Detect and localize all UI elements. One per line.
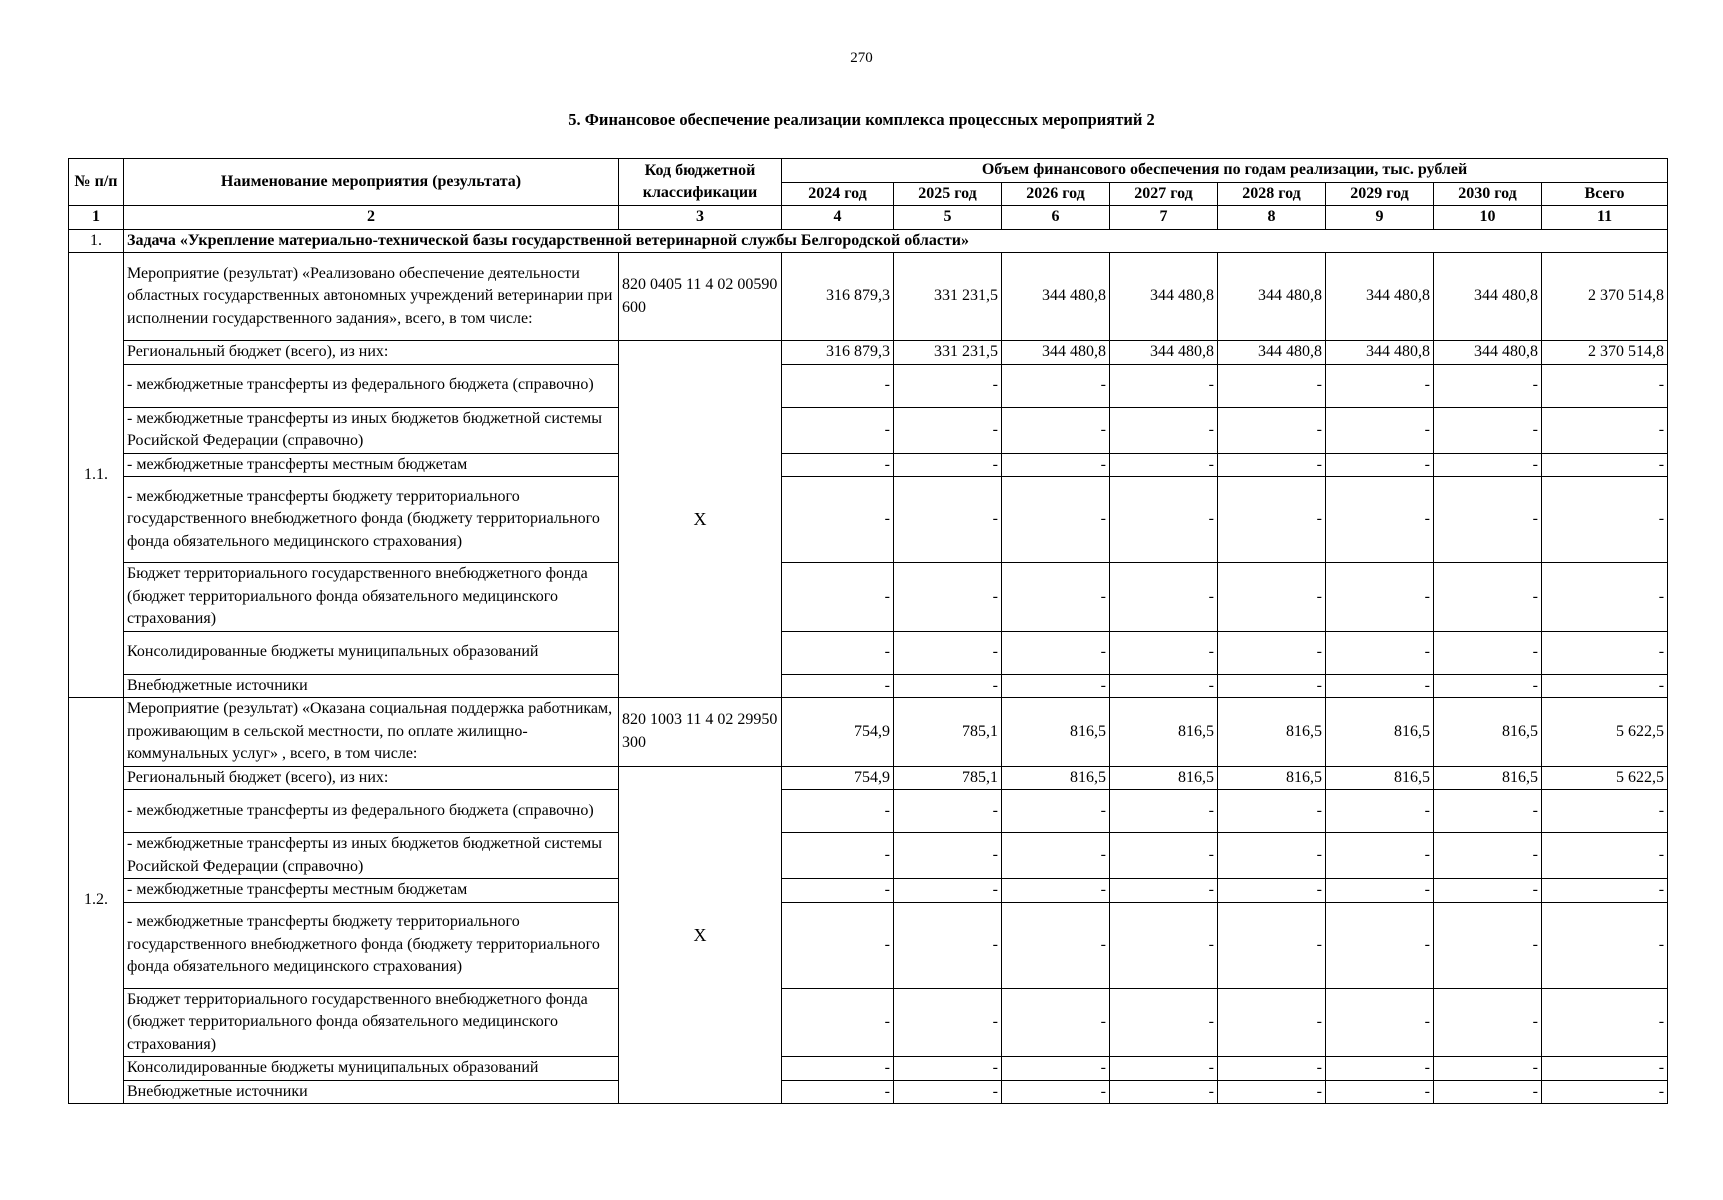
amount-cell: - — [1434, 902, 1542, 988]
amount-cell: - — [1002, 833, 1110, 879]
amount-cell: - — [1002, 1080, 1110, 1104]
amount-cell: - — [1434, 833, 1542, 879]
amount-cell: - — [1542, 879, 1668, 903]
page-number: 270 — [850, 50, 873, 66]
amount-cell: - — [1434, 988, 1542, 1057]
funding-source-row — [69, 833, 1668, 879]
amount-cell: - — [1542, 407, 1668, 453]
amount-cell: - — [894, 674, 1002, 698]
measure-number: 1.1. — [69, 253, 124, 698]
amount-cell: - — [1326, 453, 1434, 477]
amount-cell: 816,5 — [1218, 766, 1326, 790]
amount-cell: - — [1218, 1080, 1326, 1104]
funding-source-row — [69, 631, 1668, 674]
funding-source-row — [69, 453, 1668, 477]
amount-cell: - — [1326, 790, 1434, 833]
amount-cell: - — [1218, 631, 1326, 674]
amount-cell: - — [894, 1080, 1002, 1104]
budget-code: 820 1003 11 4 02 29950 300 — [619, 698, 782, 767]
header-name: Наименование мероприятия (результата) — [124, 159, 619, 206]
amount-cell: 344 480,8 — [1110, 341, 1218, 365]
amount-cell: - — [894, 631, 1002, 674]
amount-cell: - — [782, 879, 894, 903]
amount-cell: - — [1218, 364, 1326, 407]
amount-cell: 816,5 — [1002, 698, 1110, 767]
amount-cell: - — [894, 563, 1002, 632]
amount-cell: - — [782, 833, 894, 879]
amount-cell: - — [1218, 790, 1326, 833]
header-year: Всего — [1542, 182, 1668, 206]
amount-cell: - — [1002, 631, 1110, 674]
amount-cell: - — [782, 790, 894, 833]
amount-cell: - — [894, 453, 1002, 477]
header-column-number: 6 — [1002, 206, 1110, 230]
amount-cell: - — [1002, 563, 1110, 632]
amount-cell: - — [782, 407, 894, 453]
amount-cell: - — [1434, 1057, 1542, 1081]
amount-cell: - — [1542, 563, 1668, 632]
amount-cell: - — [782, 563, 894, 632]
amount-cell: 2 370 514,8 — [1542, 341, 1668, 365]
amount-cell: - — [1218, 879, 1326, 903]
amount-cell: - — [894, 879, 1002, 903]
funding-source-label: Региональный бюджет (всего), из них: — [124, 341, 619, 365]
amount-cell: - — [1326, 988, 1434, 1057]
amount-cell: - — [1326, 833, 1434, 879]
amount-cell: - — [1434, 477, 1542, 563]
amount-cell: 331 231,5 — [894, 341, 1002, 365]
header-volume: Объем финансового обеспечения по годам реализации, тыс. рублей — [782, 159, 1668, 183]
amount-cell: - — [1542, 833, 1668, 879]
amount-cell: - — [1326, 1080, 1434, 1104]
funding-source-label: - межбюджетные трансферты местным бюджетам — [124, 453, 619, 477]
amount-cell: - — [894, 833, 1002, 879]
amount-cell: - — [1218, 988, 1326, 1057]
funding-source-row — [69, 1080, 1668, 1104]
amount-cell: 2 370 514,8 — [1542, 253, 1668, 341]
amount-cell: - — [1542, 674, 1668, 698]
amount-cell: - — [782, 364, 894, 407]
header-column-number: 7 — [1110, 206, 1218, 230]
header-year: 2027 год — [1110, 182, 1218, 206]
amount-cell: - — [1110, 407, 1218, 453]
header-column-number: 8 — [1218, 206, 1326, 230]
amount-cell: 754,9 — [782, 766, 894, 790]
header-year: 2030 год — [1434, 182, 1542, 206]
header-column-number: 9 — [1326, 206, 1434, 230]
amount-cell: - — [1218, 407, 1326, 453]
funding-source-row — [69, 902, 1668, 988]
funding-source-row — [69, 879, 1668, 903]
amount-cell: 344 480,8 — [1326, 341, 1434, 365]
not-applicable-mark: Х — [619, 341, 782, 698]
funding-source-row — [69, 674, 1668, 698]
funding-source-label: Консолидированные бюджеты муниципальных образований — [124, 631, 619, 674]
amount-cell: 754,9 — [782, 698, 894, 767]
task-title: Задача «Укрепление материально-технической базы государственной ветеринарной службы Белгородской области» — [124, 229, 1668, 253]
amount-cell: - — [1110, 364, 1218, 407]
funding-source-label: Региональный бюджет (всего), из них: — [124, 766, 619, 790]
amount-cell: - — [1434, 674, 1542, 698]
amount-cell: - — [1542, 364, 1668, 407]
amount-cell: - — [782, 631, 894, 674]
amount-cell: 816,5 — [1110, 766, 1218, 790]
amount-cell: - — [1542, 477, 1668, 563]
funding-source-label: - межбюджетные трансферты из федерального бюджета (справочно) — [124, 364, 619, 407]
amount-cell: 344 480,8 — [1110, 253, 1218, 341]
amount-cell: 816,5 — [1326, 698, 1434, 767]
funding-source-row — [69, 364, 1668, 407]
amount-cell: - — [782, 477, 894, 563]
header-column-number: 10 — [1434, 206, 1542, 230]
amount-cell: 344 480,8 — [1218, 341, 1326, 365]
header-column-number: 2 — [124, 206, 619, 230]
header-year: 2026 год — [1002, 182, 1110, 206]
funding-source-label: Бюджет территориального государственного внебюджетного фонда (бюджет территориального фонда обязательного медицинского страхования) — [124, 563, 619, 632]
measure-name: Мероприятие (результат) «Реализовано обеспечение деятельности областных государственных автономных учреждений ветеринарии при исполнении государственного задания», всего, в том числе: — [124, 253, 619, 341]
funding-source-row — [69, 563, 1668, 632]
amount-cell: - — [1110, 902, 1218, 988]
amount-cell: - — [1542, 790, 1668, 833]
amount-cell: - — [1434, 1080, 1542, 1104]
amount-cell: - — [1110, 790, 1218, 833]
amount-cell: - — [1002, 988, 1110, 1057]
amount-cell: - — [1110, 674, 1218, 698]
amount-cell: - — [1434, 879, 1542, 903]
header-num: № п/п — [69, 159, 124, 206]
amount-cell: - — [894, 407, 1002, 453]
funding-source-label: Бюджет территориального государственного внебюджетного фонда (бюджет территориального фонда обязательного медицинского страхования) — [124, 988, 619, 1057]
header-year: 2024 год — [782, 182, 894, 206]
amount-cell: 816,5 — [1434, 698, 1542, 767]
amount-cell: - — [1434, 407, 1542, 453]
amount-cell: - — [1110, 1080, 1218, 1104]
header-year: 2028 год — [1218, 182, 1326, 206]
amount-cell: - — [1434, 453, 1542, 477]
amount-cell: - — [1002, 453, 1110, 477]
header-column-number: 1 — [69, 206, 124, 230]
amount-cell: 344 480,8 — [1434, 253, 1542, 341]
amount-cell: 344 480,8 — [1434, 341, 1542, 365]
funding-source-label: Внебюджетные источники — [124, 674, 619, 698]
header-column-number: 5 — [894, 206, 1002, 230]
amount-cell: - — [1542, 988, 1668, 1057]
amount-cell: - — [1002, 407, 1110, 453]
amount-cell: - — [1542, 631, 1668, 674]
amount-cell: - — [1002, 1057, 1110, 1081]
amount-cell: 316 879,3 — [782, 341, 894, 365]
amount-cell: 344 480,8 — [1218, 253, 1326, 341]
funding-source-row — [69, 988, 1668, 1057]
funding-source-row — [69, 407, 1668, 453]
amount-cell: 316 879,3 — [782, 253, 894, 341]
funding-source-label: Консолидированные бюджеты муниципальных образований — [124, 1057, 619, 1081]
amount-cell: 344 480,8 — [1326, 253, 1434, 341]
funding-source-row — [69, 1057, 1668, 1081]
funding-source-row — [69, 341, 1668, 365]
header-column-number: 4 — [782, 206, 894, 230]
amount-cell: - — [1326, 477, 1434, 563]
amount-cell: - — [1542, 1080, 1668, 1104]
amount-cell: - — [782, 988, 894, 1057]
amount-cell: - — [1218, 477, 1326, 563]
amount-cell: - — [1218, 1057, 1326, 1081]
amount-cell: - — [782, 453, 894, 477]
funding-source-label: - межбюджетные трансферты бюджету территориального государственного внебюджетного фонда (бюджету территориального фонда обязательного медицинского страхования) — [124, 902, 619, 988]
amount-cell: - — [1326, 364, 1434, 407]
funding-source-row — [69, 790, 1668, 833]
amount-cell: - — [782, 1057, 894, 1081]
header-column-number: 3 — [619, 206, 782, 230]
amount-cell: - — [894, 1057, 1002, 1081]
not-applicable-mark: Х — [619, 766, 782, 1104]
funding-source-label: - межбюджетные трансферты бюджету территориального государственного внебюджетного фонда (бюджету территориального фонда обязательного медицинского страхования) — [124, 477, 619, 563]
amount-cell: 785,1 — [894, 766, 1002, 790]
amount-cell: - — [1434, 631, 1542, 674]
amount-cell: - — [1110, 833, 1218, 879]
amount-cell: - — [1110, 879, 1218, 903]
amount-cell: - — [1218, 453, 1326, 477]
amount-cell: - — [782, 902, 894, 988]
amount-cell: - — [1542, 902, 1668, 988]
amount-cell: - — [782, 674, 894, 698]
budget-code: 820 0405 11 4 02 00590 600 — [619, 253, 782, 341]
task-number: 1. — [69, 229, 124, 253]
amount-cell: - — [1002, 902, 1110, 988]
amount-cell: - — [1326, 563, 1434, 632]
amount-cell: 816,5 — [1002, 766, 1110, 790]
header-code: Код бюджетной классификации — [619, 159, 782, 206]
amount-cell: 344 480,8 — [1002, 253, 1110, 341]
amount-cell: - — [1218, 563, 1326, 632]
document-title: 5. Финансовое обеспечение реализации комплекса процессных мероприятий 2 — [568, 110, 1155, 129]
amount-cell: 816,5 — [1218, 698, 1326, 767]
amount-cell: 344 480,8 — [1002, 341, 1110, 365]
funding-source-row — [69, 766, 1668, 790]
funding-source-label: - межбюджетные трансферты местным бюджетам — [124, 879, 619, 903]
amount-cell: - — [1542, 453, 1668, 477]
amount-cell: 5 622,5 — [1542, 766, 1668, 790]
amount-cell: - — [1002, 790, 1110, 833]
amount-cell: 816,5 — [1110, 698, 1218, 767]
financing-table — [68, 158, 1668, 1104]
amount-cell: - — [1434, 364, 1542, 407]
amount-cell: - — [1542, 1057, 1668, 1081]
amount-cell: - — [1326, 1057, 1434, 1081]
amount-cell: - — [894, 790, 1002, 833]
amount-cell: - — [1002, 674, 1110, 698]
amount-cell: 816,5 — [1326, 766, 1434, 790]
amount-cell: - — [1326, 879, 1434, 903]
amount-cell: - — [1434, 563, 1542, 632]
amount-cell: - — [1218, 674, 1326, 698]
funding-source-label: - межбюджетные трансферты из иных бюджетов бюджетной системы Росийской Федерации (справочно) — [124, 407, 619, 453]
amount-cell: - — [1002, 879, 1110, 903]
amount-cell: - — [894, 902, 1002, 988]
amount-cell: 331 231,5 — [894, 253, 1002, 341]
amount-cell: - — [1110, 477, 1218, 563]
amount-cell: - — [1110, 453, 1218, 477]
header-column-number: 11 — [1542, 206, 1668, 230]
funding-source-label: Внебюджетные источники — [124, 1080, 619, 1104]
amount-cell: - — [1218, 902, 1326, 988]
amount-cell: - — [1218, 833, 1326, 879]
funding-source-label: - межбюджетные трансферты из иных бюджетов бюджетной системы Росийской Федерации (справочно) — [124, 833, 619, 879]
amount-cell: - — [894, 477, 1002, 563]
amount-cell: - — [1002, 364, 1110, 407]
amount-cell: - — [1326, 902, 1434, 988]
amount-cell: - — [1110, 988, 1218, 1057]
amount-cell: - — [782, 1080, 894, 1104]
amount-cell: - — [894, 364, 1002, 407]
measure-row — [69, 253, 1668, 341]
header-year: 2025 год — [894, 182, 1002, 206]
measure-name: Мероприятие (результат) «Оказана социальная поддержка работникам, проживающим в сельской местности, по оплате жилищно-коммунальных услуг» , всего, в том числе: — [124, 698, 619, 767]
amount-cell: - — [1110, 1057, 1218, 1081]
measure-row — [69, 698, 1668, 767]
amount-cell: - — [1326, 407, 1434, 453]
amount-cell: - — [1326, 674, 1434, 698]
measure-number: 1.2. — [69, 698, 124, 1104]
funding-source-row — [69, 477, 1668, 563]
amount-cell: - — [1110, 631, 1218, 674]
amount-cell: 785,1 — [894, 698, 1002, 767]
funding-source-label: - межбюджетные трансферты из федерального бюджета (справочно) — [124, 790, 619, 833]
amount-cell: - — [1002, 477, 1110, 563]
amount-cell: - — [894, 988, 1002, 1057]
amount-cell: - — [1110, 563, 1218, 632]
amount-cell: - — [1434, 790, 1542, 833]
amount-cell: - — [1326, 631, 1434, 674]
header-year: 2029 год — [1326, 182, 1434, 206]
amount-cell: 816,5 — [1434, 766, 1542, 790]
amount-cell: 5 622,5 — [1542, 698, 1668, 767]
